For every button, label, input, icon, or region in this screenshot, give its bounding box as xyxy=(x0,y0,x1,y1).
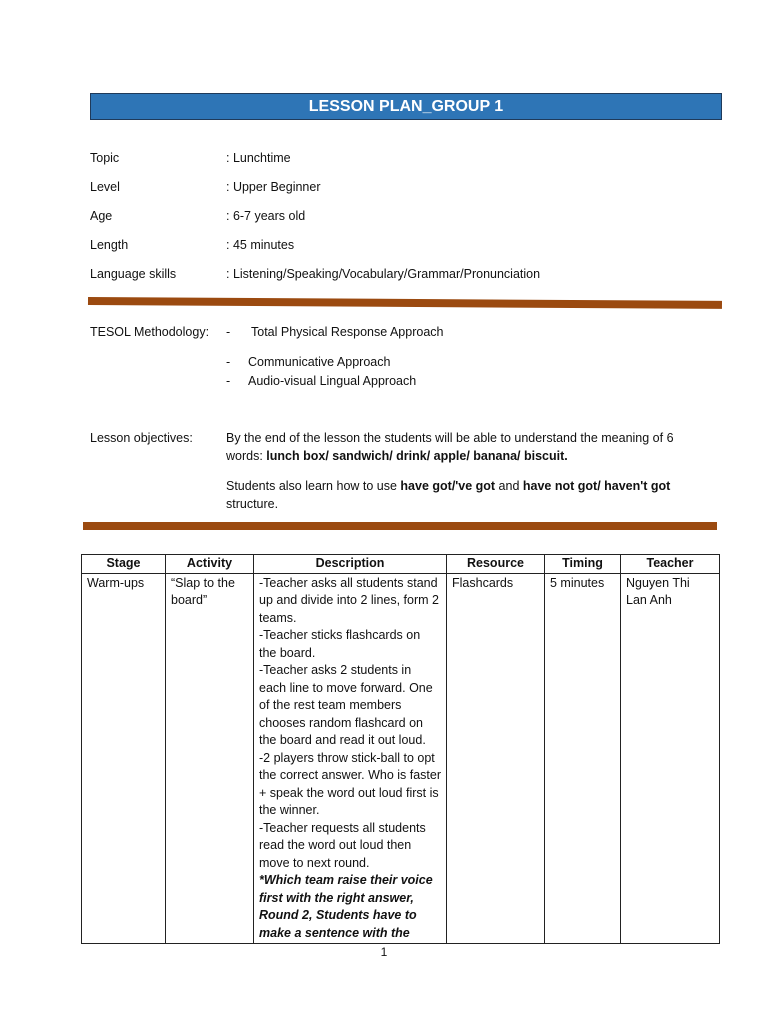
table-row xyxy=(82,573,720,944)
cell-description xyxy=(254,573,447,944)
structure-positive: have got/'ve got xyxy=(400,479,496,493)
info-label: Age xyxy=(90,209,113,223)
description-step: -2 players throw stick-ball to opt the correct answer. Who is faster + speak the word out loud first is the winner. xyxy=(259,750,442,817)
methodology-item: Total Physical Response Approach xyxy=(251,325,444,339)
info-label: Length xyxy=(90,238,129,252)
lesson-plan-table xyxy=(81,554,720,944)
info-value: : Listening/Speaking/Vocabulary/Grammar/Pronunciation xyxy=(226,267,541,281)
objectives-paragraph-2 xyxy=(226,477,706,513)
description-step: -Teacher asks all students stand up and divide into 2 lines, form 2 teams. xyxy=(259,575,439,625)
bullet-dash: - xyxy=(226,355,231,369)
cell-teacher: Nguyen Thi Lan Anh xyxy=(621,573,720,944)
column-header-description: Description xyxy=(254,555,447,574)
objectives-label: Lesson objectives: xyxy=(90,431,193,445)
objectives-text: By the end of the lesson the students will be able to understand the meaning of 6 words: xyxy=(226,431,674,463)
section-divider xyxy=(83,522,717,530)
column-header-teacher: Teacher xyxy=(621,555,720,574)
info-value: : 45 minutes xyxy=(226,238,295,252)
cell-activity: “Slap to the board” xyxy=(166,573,254,944)
cell-timing: 5 minutes xyxy=(545,573,621,944)
bullet-dash: - xyxy=(226,325,231,339)
structure-negative: have not got/ haven't got xyxy=(522,479,671,493)
objectives-text: structure. xyxy=(226,497,279,511)
cell-stage: Warm-ups xyxy=(82,573,166,944)
description-note: *Which team raise their voice first with the right answer, Round 2, Students have to make a sentence with the xyxy=(259,873,433,940)
info-label: Level xyxy=(90,180,120,194)
cell-resource: Flashcards xyxy=(447,573,545,944)
info-value: : Upper Beginner xyxy=(226,180,321,194)
page-number: 1 xyxy=(380,945,388,959)
info-value: : 6-7 years old xyxy=(226,209,306,223)
methodology-item: Audio-visual Lingual Approach xyxy=(248,374,417,388)
column-header-stage: Stage xyxy=(82,555,166,574)
bullet-dash: - xyxy=(226,374,231,388)
objectives-text: Students also learn how to use xyxy=(226,479,401,493)
lesson-plan-title: LESSON PLAN_GROUP 1 xyxy=(90,93,722,120)
info-value: : Lunchtime xyxy=(226,151,291,165)
section-divider xyxy=(88,297,722,309)
description-step: -Teacher requests all students read the word out loud then move to next round. xyxy=(259,820,426,870)
info-label: Topic xyxy=(90,151,120,165)
objectives-vocabulary: lunch box/ sandwich/ drink/ apple/ banana/ biscuit. xyxy=(266,449,568,463)
table-header-row xyxy=(82,555,720,574)
column-header-timing: Timing xyxy=(545,555,621,574)
methodology-label: TESOL Methodology: xyxy=(90,325,210,339)
column-header-activity: Activity xyxy=(166,555,254,574)
description-step: -Teacher sticks flashcards on the board. xyxy=(259,628,421,660)
column-header-resource: Resource xyxy=(447,555,545,574)
description-step: -Teacher asks 2 students in each line to move forward. One of the rest team members chooses random flashcard on the board and read it out loud. xyxy=(259,663,433,747)
methodology-item: Communicative Approach xyxy=(248,355,391,369)
objectives-text: and xyxy=(495,479,523,493)
info-label: Language skills xyxy=(90,267,177,281)
objectives-paragraph-1 xyxy=(226,429,706,465)
